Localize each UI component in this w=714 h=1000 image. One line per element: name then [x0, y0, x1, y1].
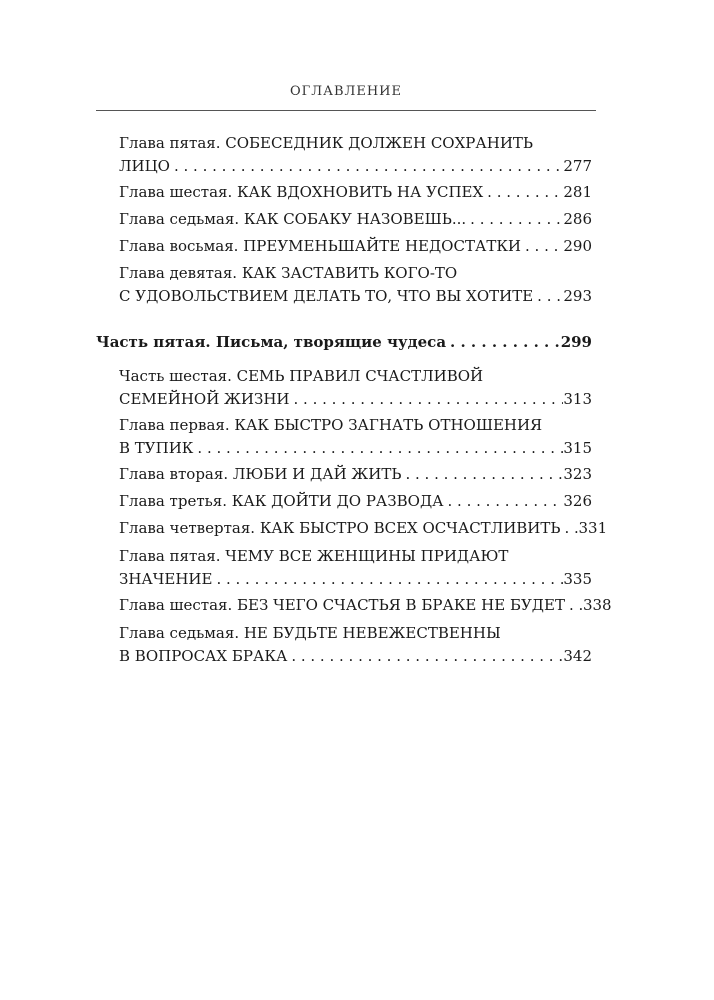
toc-entry-title: Глава пятая. ЧЕМУ ВСЕ ЖЕНЩИНЫ ПРИДАЮТ — [119, 547, 509, 565]
toc-entry-title: Глава шестая. КАК ВДОХНОВИТЬ НА УСПЕХ — [119, 183, 484, 201]
toc-entry-title: Часть шестая. СЕМЬ ПРАВИЛ СЧАСТЛИВОЙ — [119, 367, 484, 385]
toc-entry-title: Глава седьмая. НЕ БУДЬТЕ НЕВЕЖЕСТВЕННЫ — [119, 624, 501, 642]
dot-leader — [212, 568, 563, 591]
toc-entry-title: Глава шестая. БЕЗ ЧЕГО СЧАСТЬЯ В БРАКЕ НЕ БУДЕТ — [119, 596, 565, 614]
toc-page-number: 277 — [563, 157, 592, 175]
toc-page-number: 281 — [563, 183, 592, 201]
dot-leader — [521, 235, 563, 258]
toc-entry-title: Глава первая. КАК БЫСТРО ЗАГНАТЬ ОТНОШЕНИЯ — [119, 416, 543, 434]
toc-entry — [119, 235, 592, 258]
dot-leader — [193, 437, 563, 460]
toc-page-number: 335 — [563, 570, 592, 588]
toc-page-number: 331 — [578, 519, 608, 537]
toc-entry-title-cont: В ВОПРОСАХ БРАКА — [119, 647, 288, 665]
page-header-title: ОГЛАВЛЕНИЕ — [289, 84, 402, 99]
toc-entry — [119, 181, 592, 204]
toc-entry-title: Глава третья. КАК ДОЙТИ ДО РАЗВОДА — [119, 492, 444, 510]
toc-entry — [119, 132, 592, 178]
toc-entry-title: Глава пятая. СОБЕСЕДНИК ДОЛЖЕН СОХРАНИТЬ — [119, 134, 534, 152]
dot-leader — [466, 208, 563, 231]
toc-page-number: 342 — [563, 647, 592, 665]
toc-entry — [119, 208, 592, 231]
toc-entry — [119, 365, 592, 411]
toc-page-number: 313 — [563, 390, 592, 408]
toc-part-heading — [96, 331, 592, 354]
toc-entry — [119, 594, 612, 617]
toc-page-number: 286 — [563, 210, 592, 228]
toc-entry-title: Глава седьмая. КАК СОБАКУ НАЗОВЕШЬ... — [119, 210, 467, 228]
toc-entry-title: Глава вторая. ЛЮБИ И ДАЙ ЖИТЬ — [119, 465, 402, 483]
toc-page-number: 293 — [563, 287, 592, 305]
dot-leader — [446, 331, 561, 354]
toc-entry-title-cont: С УДОВОЛЬСТВИЕМ ДЕЛАТЬ ТО, ЧТО ВЫ ХОТИТЕ — [119, 287, 534, 305]
toc-entry-title: Глава четвертая. КАК БЫСТРО ВСЕХ ОСЧАСТЛИВИТЬ — [119, 519, 561, 537]
toc-entry-title: Глава девятая. КАК ЗАСТАВИТЬ КОГО-ТО — [119, 264, 458, 282]
toc-entry — [119, 262, 592, 308]
toc-entry-title-cont: СЕМЕЙНОЙ ЖИЗНИ — [119, 390, 290, 408]
dot-leader — [287, 645, 563, 668]
dot-leader — [533, 285, 563, 308]
dot-leader — [483, 181, 563, 204]
dot-leader — [401, 463, 563, 486]
toc-entry-title-cont: ЗНАЧЕНИЕ — [119, 570, 213, 588]
toc-page-number: 338 — [582, 596, 612, 614]
dot-leader — [170, 155, 563, 178]
toc-page-number: 323 — [563, 465, 592, 483]
toc-entry — [119, 463, 592, 486]
dot-leader — [565, 594, 583, 617]
toc-entry-title-cont: ЛИЦО — [119, 157, 170, 175]
toc-entry — [119, 545, 592, 591]
toc-page-number: 326 — [563, 492, 592, 510]
header-divider — [96, 110, 596, 111]
dot-leader — [561, 517, 579, 540]
toc-entry-title-cont: В ТУПИК — [119, 439, 194, 457]
toc-entry-title: Глава восьмая. ПРЕУМЕНЬШАЙТЕ НЕДОСТАТКИ — [119, 237, 522, 255]
dot-leader — [290, 388, 564, 411]
toc-page-number: 299 — [560, 333, 592, 351]
toc-page-number: 315 — [563, 439, 592, 457]
toc-entry — [119, 414, 592, 460]
toc-entry — [119, 622, 592, 668]
dot-leader — [444, 490, 564, 513]
toc-part-title: Часть пятая. Письма, творящие чудеса — [96, 333, 447, 351]
toc-page-number: 290 — [563, 237, 592, 255]
toc-entry — [119, 490, 592, 513]
toc-entry — [119, 517, 608, 540]
